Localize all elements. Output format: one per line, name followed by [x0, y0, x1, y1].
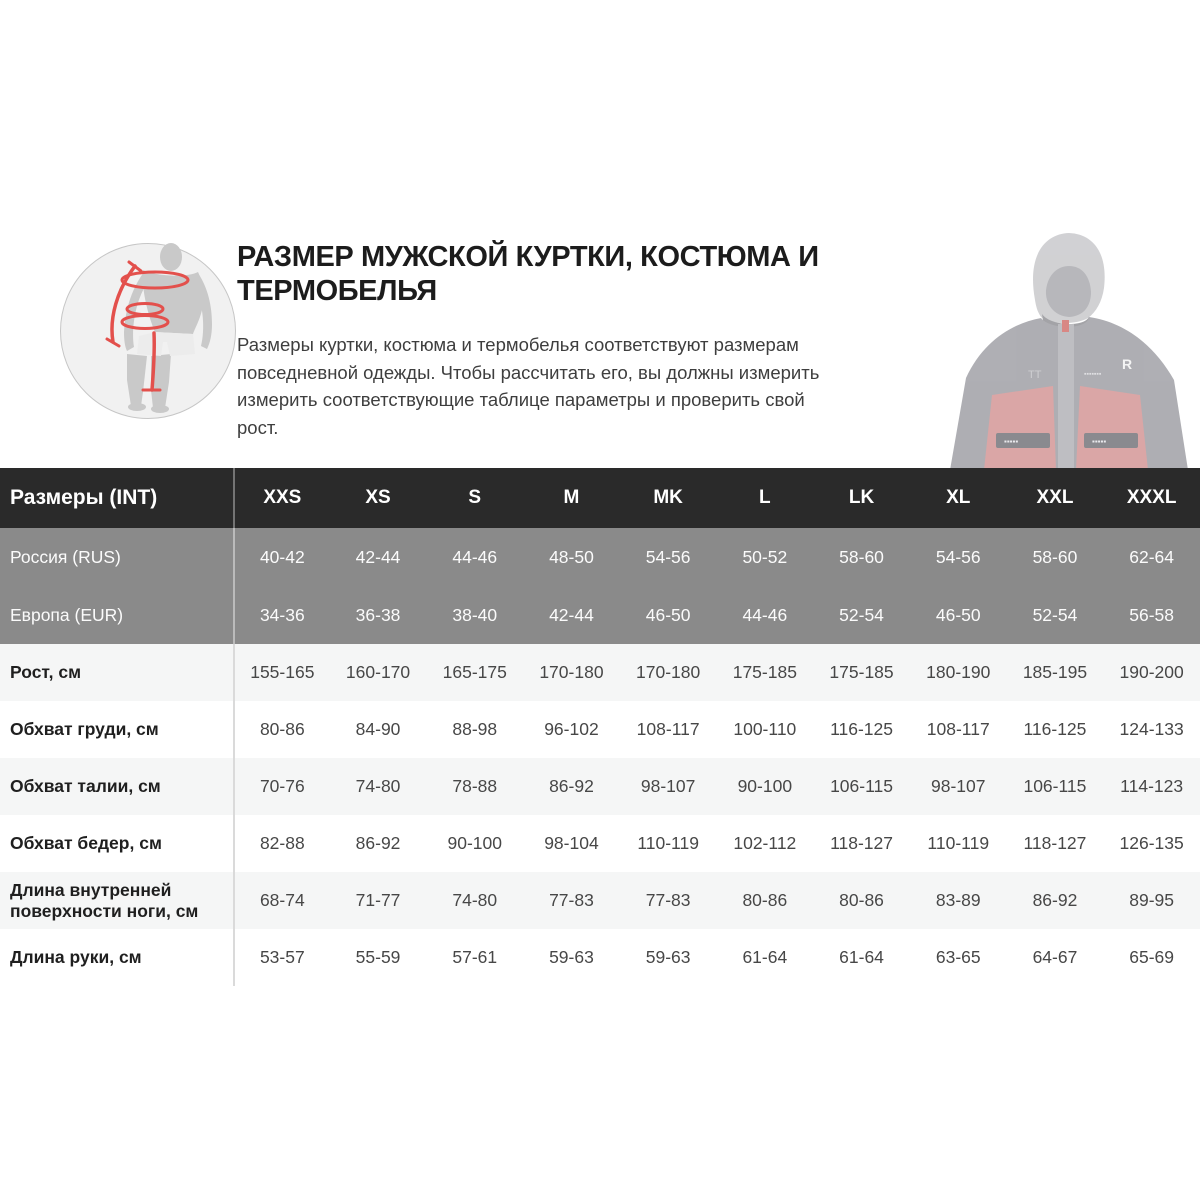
measurement-row-5 — [0, 929, 1200, 986]
region-row-1 — [0, 586, 1200, 644]
size-value-cell: 118-127 — [830, 833, 893, 853]
size-value-cell: 54-56 — [935, 546, 981, 567]
size-value-cell: 80-86 — [742, 890, 788, 910]
size-value-cell: 64-67 — [1032, 947, 1078, 967]
body-measurement-icon — [59, 242, 237, 420]
size-value-cell: 42-44 — [549, 604, 594, 625]
size-value-cell: 155-165 — [233, 644, 330, 701]
size-value-cell: 90-100 — [737, 776, 793, 796]
jacket-photo — [938, 228, 1200, 470]
size-value-cell: 71-77 — [355, 890, 401, 910]
size-value-cell: 42-44 — [355, 546, 401, 567]
intro-text-block — [237, 240, 937, 441]
size-value-cell: 118-127 — [1023, 833, 1087, 853]
size-value-cell: 175-185 — [829, 662, 894, 682]
table-header-row — [0, 468, 1200, 528]
size-value-cell: 74-80 — [452, 890, 498, 910]
size-value-cell: 74-80 — [355, 776, 401, 796]
size-value-cell: 46-50 — [645, 604, 691, 625]
measurement-row-label: Рост, см — [10, 662, 82, 682]
measurement-row-4 — [0, 872, 1200, 929]
measurement-row-label: Обхват груди, см — [10, 719, 159, 739]
size-column-header: LK — [848, 487, 875, 508]
size-value-cell: 58-60 — [839, 546, 884, 567]
measurement-row-0 — [0, 644, 1200, 701]
size-value-cell: 175-185 — [732, 662, 797, 682]
size-value-cell: 185-195 — [1022, 662, 1088, 682]
size-value-cell: 68-74 — [233, 872, 330, 929]
measurement-row-label: Длина руки, см — [10, 947, 142, 967]
measurement-row-1 — [0, 701, 1200, 758]
size-value-cell: 48-50 — [549, 546, 594, 567]
size-value-cell: 50-52 — [742, 546, 788, 567]
size-value-cell: 77-83 — [645, 890, 691, 910]
size-value-cell: 36-38 — [355, 604, 401, 625]
size-value-cell: 160-170 — [345, 662, 411, 682]
size-value-cell: 86-92 — [549, 776, 594, 796]
size-value-cell: 80-86 — [839, 890, 884, 910]
chest-mark-left: TT — [1028, 369, 1042, 381]
size-value-cell: 106-115 — [1023, 776, 1087, 796]
size-value-cell: 116-125 — [1023, 719, 1087, 739]
size-value-cell: 82-88 — [233, 815, 330, 872]
size-value-cell: 70-76 — [233, 758, 330, 815]
size-value-cell: 65-69 — [1129, 947, 1175, 967]
measurement-row-label: Обхват талии, см — [10, 776, 161, 796]
page-description: Размеры куртки, костюма и термобелья соответствуют размерам повседневной одежды. Чтобы рассчитать его, вы должны измерить измерить соответствующие таблице параметры и проверить свой рост. — [237, 334, 820, 438]
size-column-header: XS — [365, 487, 391, 508]
size-value-cell: 61-64 — [839, 947, 884, 967]
size-value-cell: 106-115 — [830, 776, 893, 796]
size-column-header: L — [759, 487, 771, 508]
pocket-logo-text-right: ▪▪▪▪▪ — [1092, 437, 1107, 446]
measurement-row-3 — [0, 815, 1200, 872]
size-value-cell: 59-63 — [549, 947, 594, 967]
size-value-cell: 59-63 — [645, 947, 691, 967]
size-value-cell: 96-102 — [544, 719, 599, 739]
size-column-header: XXS — [233, 468, 330, 528]
size-value-cell: 98-104 — [544, 833, 599, 853]
size-value-cell: 108-117 — [926, 719, 990, 739]
size-value-cell: 77-83 — [549, 890, 594, 910]
size-value-cell: 63-65 — [935, 947, 981, 967]
size-value-cell: 83-89 — [935, 890, 981, 910]
size-value-cell: 116-125 — [830, 719, 893, 739]
page-title: РАЗМЕР МУЖСКОЙ КУРТКИ, КОСТЮМА И ТЕРМОБЕЛЬЯ — [237, 241, 819, 307]
chest-mark-right: ▪▪▪▪▪▪▪ — [1084, 371, 1102, 378]
size-value-cell: 190-200 — [1119, 662, 1184, 682]
collar-zip-detail — [1062, 320, 1069, 332]
size-value-cell: 78-88 — [452, 776, 498, 796]
size-value-cell: 80-86 — [233, 701, 330, 758]
size-value-cell: 89-95 — [1129, 890, 1175, 910]
measurement-row-label: Обхват бедер, см — [10, 833, 162, 853]
size-column-header: XL — [946, 487, 971, 508]
size-value-cell: 57-61 — [452, 947, 498, 967]
size-value-cell: 124-133 — [1119, 719, 1184, 739]
size-column-header: M — [563, 487, 580, 508]
size-value-cell: 90-100 — [447, 833, 502, 853]
size-value-cell: 114-123 — [1120, 776, 1184, 796]
size-value-cell: 55-59 — [355, 947, 401, 967]
size-value-cell: 46-50 — [935, 604, 981, 625]
size-value-cell: 84-90 — [355, 719, 401, 739]
size-value-cell: 58-60 — [1032, 546, 1078, 567]
size-table — [0, 468, 1200, 986]
measurement-row-2 — [0, 758, 1200, 815]
size-value-cell: 62-64 — [1129, 546, 1175, 567]
size-value-cell: 56-58 — [1129, 604, 1175, 625]
size-value-cell: 100-110 — [733, 719, 797, 739]
size-value-cell: 38-40 — [452, 604, 498, 625]
size-column-header: XXL — [1036, 487, 1074, 508]
size-value-cell: 52-54 — [1032, 604, 1078, 625]
size-value-cell: 86-92 — [355, 833, 401, 853]
size-value-cell: 98-107 — [640, 776, 696, 796]
size-value-cell: 170-180 — [539, 662, 604, 682]
size-value-cell: 88-98 — [452, 719, 498, 739]
corner-label: Размеры (INT) — [10, 486, 158, 509]
measurement-row-label: Длина внутренней поверхности ноги, см — [10, 879, 199, 921]
pocket-logo-text-left: ▪▪▪▪▪ — [1004, 437, 1019, 446]
size-column-header: MK — [653, 487, 683, 508]
size-value-cell: 180-190 — [926, 662, 991, 682]
size-value-cell: 44-46 — [742, 604, 788, 625]
chest-logo-r: R — [1122, 356, 1133, 372]
size-value-cell: 40-42 — [233, 528, 330, 586]
size-column-header: XXXL — [1126, 487, 1177, 508]
region-row-0 — [0, 528, 1200, 586]
size-value-cell: 110-119 — [927, 833, 990, 853]
size-column-header: S — [468, 487, 482, 508]
size-value-cell: 54-56 — [645, 546, 691, 567]
size-value-cell: 126-135 — [1119, 833, 1184, 853]
region-row-label: Россия (RUS) — [10, 546, 121, 567]
size-value-cell: 86-92 — [1032, 890, 1078, 910]
size-value-cell: 170-180 — [636, 662, 701, 682]
size-value-cell: 108-117 — [636, 719, 700, 739]
size-value-cell: 52-54 — [839, 604, 884, 625]
size-value-cell: 61-64 — [742, 947, 788, 967]
size-value-cell: 110-119 — [637, 833, 699, 853]
size-value-cell: 34-36 — [233, 586, 330, 644]
size-value-cell: 53-57 — [233, 929, 330, 986]
region-row-label: Европа (EUR) — [10, 604, 124, 625]
size-value-cell: 102-112 — [733, 833, 797, 853]
size-value-cell: 44-46 — [452, 546, 498, 567]
size-value-cell: 165-175 — [442, 662, 507, 682]
size-value-cell: 98-107 — [930, 776, 986, 796]
